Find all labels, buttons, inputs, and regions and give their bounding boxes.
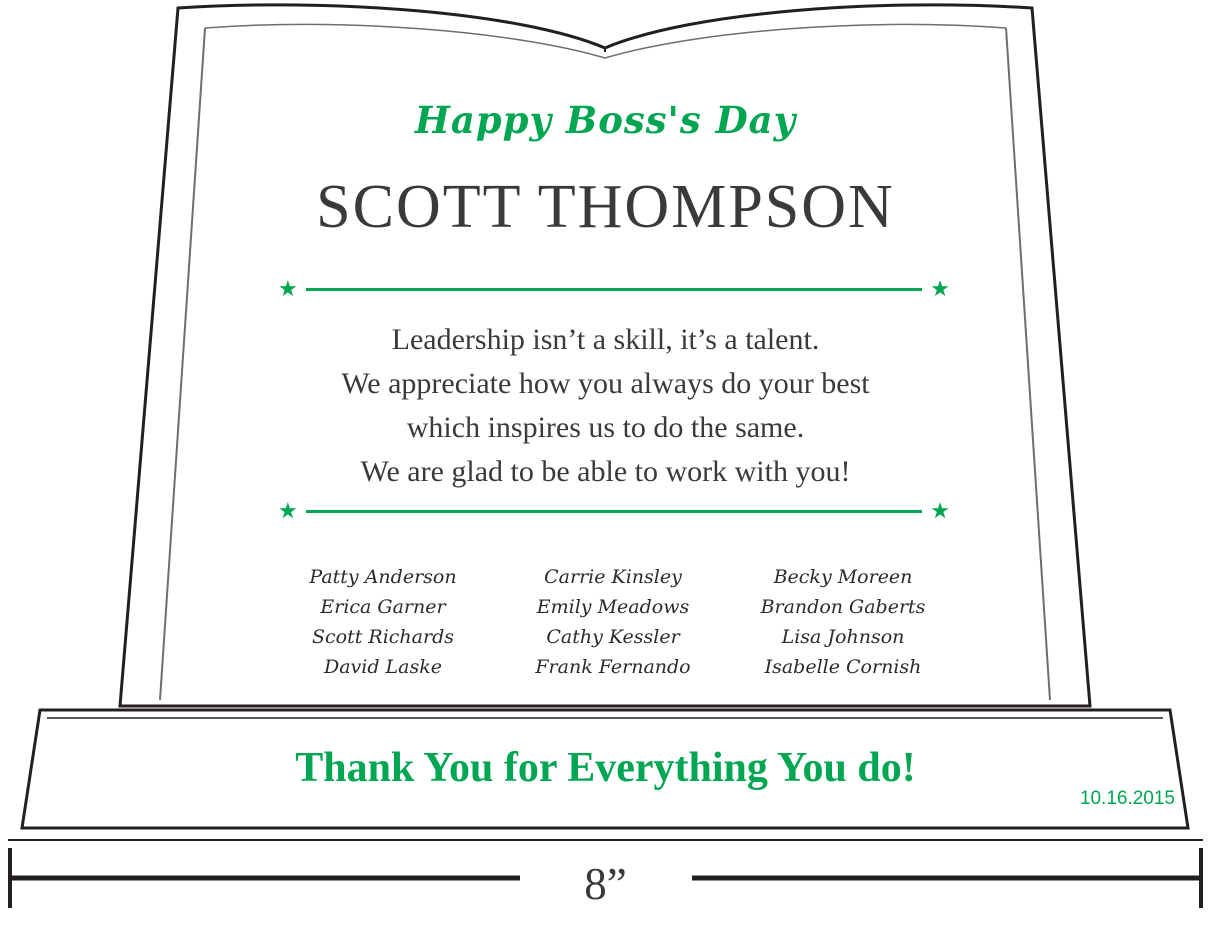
message-line: Leadership isn’t a skill, it’s a talent.: [391, 323, 820, 356]
signature-name: Emily Meadows: [536, 596, 690, 618]
date-stamp: 10.16.2015: [1079, 788, 1175, 809]
divider-bottom: [278, 500, 950, 522]
signature-column-2: [498, 562, 728, 682]
width-dimension-label: 8”: [584, 859, 627, 909]
star-icon: ★: [930, 498, 950, 523]
signature-name: Frank Fernando: [535, 656, 691, 678]
signature-name: Scott Richards: [312, 626, 454, 648]
divider-top: [278, 278, 950, 300]
signature-name: Becky Moreen: [773, 566, 913, 588]
message-block: [0, 318, 1211, 494]
signature-name: Isabelle Cornish: [764, 656, 922, 678]
signature-name: Patty Anderson: [309, 566, 457, 588]
divider-line: [306, 288, 922, 291]
signature-column-3: [728, 562, 958, 682]
message-line: We are glad to be able to work with you!: [360, 455, 851, 488]
signature-name: David Laske: [323, 656, 443, 678]
signature-column-1: [268, 562, 498, 682]
greeting-text: Happy Boss's Day: [414, 98, 797, 142]
signature-list: [268, 562, 958, 682]
signature-name: Carrie Kinsley: [544, 566, 682, 588]
base-thank-you-text: Thank You for Everything You do!: [295, 745, 916, 791]
honoree-name: SCOTT THOMPSON: [316, 173, 895, 241]
divider-line: [306, 510, 922, 513]
star-icon: ★: [278, 498, 298, 523]
star-icon: ★: [930, 276, 950, 301]
message-line: We appreciate how you always do your best: [341, 367, 870, 400]
signature-name: Erica Garner: [320, 596, 446, 618]
signature-name: Brandon Gaberts: [760, 596, 926, 618]
signature-name: Lisa Johnson: [781, 626, 905, 648]
message-line: which inspires us to do the same.: [406, 411, 805, 444]
signature-name: Cathy Kessler: [546, 626, 680, 648]
star-icon: ★: [278, 276, 298, 301]
